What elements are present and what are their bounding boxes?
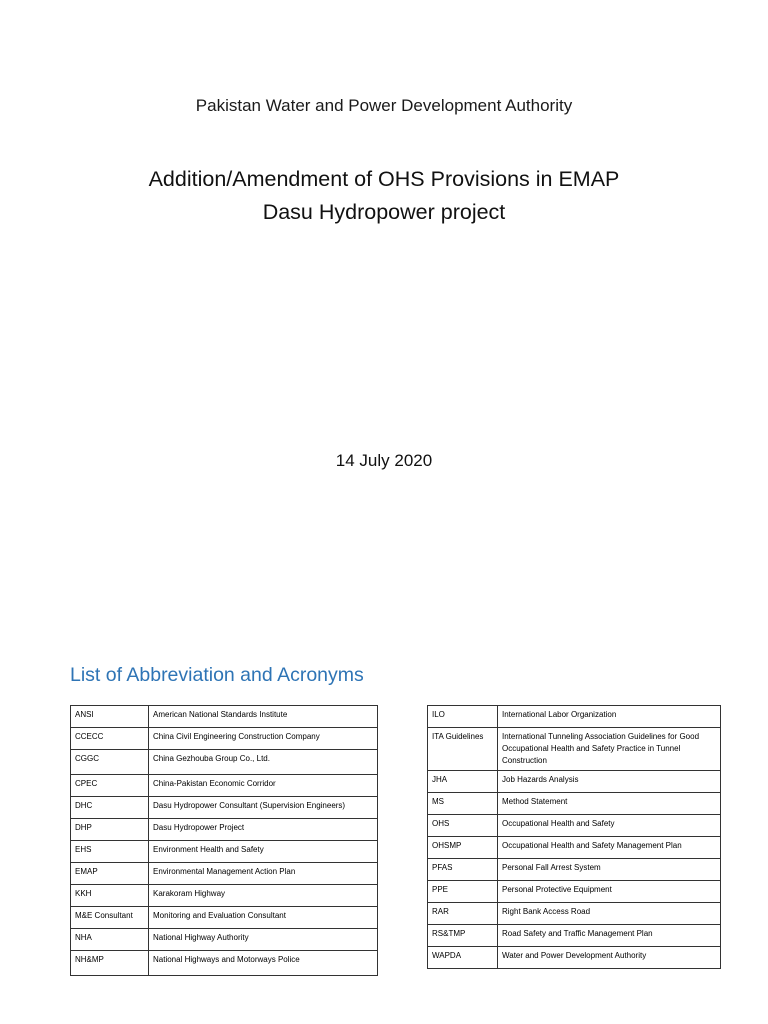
meaning-cell: Dasu Hydropower Consultant (Supervision Engineers) xyxy=(149,797,378,819)
meaning-cell: Method Statement xyxy=(498,793,721,815)
table-row xyxy=(71,728,378,750)
meaning-cell: Occupational Health and Safety Management Plan xyxy=(498,837,721,859)
abbr-cell: NH&MP xyxy=(71,951,149,976)
abbr-cell: ANSI xyxy=(71,706,149,728)
table-row xyxy=(428,947,721,969)
abbr-cell: CGGC xyxy=(71,750,149,775)
meaning-cell: American National Standards Institute xyxy=(149,706,378,728)
meaning-cell: China Civil Engineering Construction Company xyxy=(149,728,378,750)
table-row xyxy=(428,859,721,881)
meaning-cell: Water and Power Development Authority xyxy=(498,947,721,969)
table-row xyxy=(71,841,378,863)
table-row xyxy=(71,819,378,841)
meaning-cell: Job Hazards Analysis xyxy=(498,771,721,793)
abbr-cell: MS xyxy=(428,793,498,815)
abbr-cell: ITA Guidelines xyxy=(428,728,498,771)
table-row xyxy=(71,929,378,951)
abbreviations-heading: List of Abbreviation and Acronyms xyxy=(70,664,364,686)
meaning-cell: Environment Health and Safety xyxy=(149,841,378,863)
meaning-cell: National Highway Authority xyxy=(149,929,378,951)
abbr-cell: PFAS xyxy=(428,859,498,881)
abbr-cell: DHP xyxy=(71,819,149,841)
table-row xyxy=(71,750,378,775)
title-line-1: Addition/Amendment of OHS Provisions in EMAP xyxy=(148,167,620,191)
meaning-cell: Road Safety and Traffic Management Plan xyxy=(498,925,721,947)
document-date: 14 July 2020 xyxy=(335,451,433,470)
table-row xyxy=(428,881,721,903)
table-row xyxy=(71,885,378,907)
meaning-cell: International Tunneling Association Guidelines for Good Occupational Health and Safety Practice in Tunnel Construction xyxy=(498,728,721,771)
abbr-cell: RAR xyxy=(428,903,498,925)
meaning-cell: Occupational Health and Safety xyxy=(498,815,721,837)
abbr-cell: CPEC xyxy=(71,775,149,797)
meaning-cell: China Gezhouba Group Co., Ltd. xyxy=(149,750,378,775)
table-row xyxy=(428,815,721,837)
meaning-cell: Environmental Management Action Plan xyxy=(149,863,378,885)
abbr-cell: KKH xyxy=(71,885,149,907)
table-row xyxy=(428,771,721,793)
abbr-cell: OHSMP xyxy=(428,837,498,859)
table-row xyxy=(71,907,378,929)
table-row xyxy=(71,863,378,885)
table-row xyxy=(428,903,721,925)
meaning-cell: Right Bank Access Road xyxy=(498,903,721,925)
abbr-cell: OHS xyxy=(428,815,498,837)
table-row xyxy=(428,837,721,859)
table-row xyxy=(71,951,378,976)
meaning-cell: Dasu Hydropower Project xyxy=(149,819,378,841)
table-row xyxy=(71,775,378,797)
abbr-cell: JHA xyxy=(428,771,498,793)
meaning-cell: China-Pakistan Economic Corridor xyxy=(149,775,378,797)
organization-name: Pakistan Water and Power Development Authority xyxy=(195,96,573,115)
abbr-cell: WAPDA xyxy=(428,947,498,969)
table-row xyxy=(71,797,378,819)
abbr-cell: NHA xyxy=(71,929,149,951)
document-title xyxy=(0,163,768,229)
abbreviations-table-left xyxy=(70,705,378,976)
abbr-cell: M&E Consultant xyxy=(71,907,149,929)
abbreviations-table-right xyxy=(427,705,721,969)
abbr-cell: ILO xyxy=(428,706,498,728)
table-row xyxy=(428,925,721,947)
table-row xyxy=(71,706,378,728)
table-row xyxy=(428,793,721,815)
title-line-2: Dasu Hydropower project xyxy=(262,200,506,224)
abbr-cell: PPE xyxy=(428,881,498,903)
abbr-cell: RS&TMP xyxy=(428,925,498,947)
meaning-cell: Karakoram Highway xyxy=(149,885,378,907)
meaning-cell: Personal Fall Arrest System xyxy=(498,859,721,881)
table-row xyxy=(428,706,721,728)
abbr-cell: CCECC xyxy=(71,728,149,750)
abbr-cell: EMAP xyxy=(71,863,149,885)
abbr-cell: EHS xyxy=(71,841,149,863)
meaning-cell: Monitoring and Evaluation Consultant xyxy=(149,907,378,929)
table-row xyxy=(428,728,721,771)
abbr-cell: DHC xyxy=(71,797,149,819)
meaning-cell: National Highways and Motorways Police xyxy=(149,951,378,976)
meaning-cell: Personal Protective Equipment xyxy=(498,881,721,903)
meaning-cell: International Labor Organization xyxy=(498,706,721,728)
